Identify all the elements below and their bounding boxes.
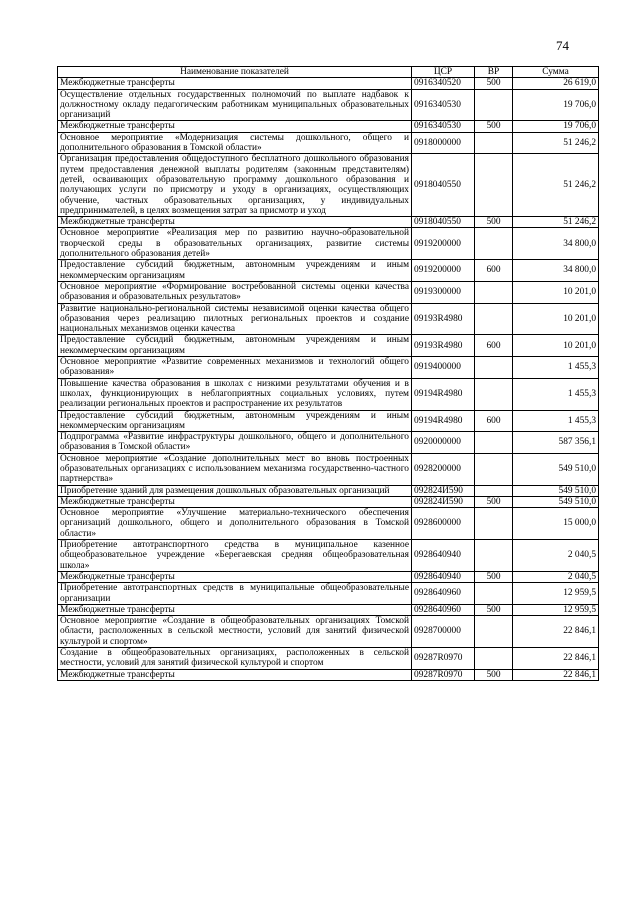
row-csr-cell: 0918040550 bbox=[412, 154, 475, 217]
row-csr-cell: 092824И590 bbox=[412, 496, 475, 507]
table-row bbox=[58, 496, 599, 507]
header-csr: ЦСР bbox=[412, 67, 475, 78]
table-row bbox=[58, 432, 599, 454]
row-vr-cell bbox=[475, 540, 513, 572]
table-row bbox=[58, 154, 599, 217]
row-vr-cell bbox=[475, 508, 513, 540]
table-row bbox=[58, 260, 599, 282]
row-vr-cell: 500 bbox=[475, 496, 513, 507]
table-row bbox=[58, 540, 599, 572]
row-name-cell: Основное мероприятие «Модернизация системы дошкольного, общего и дополнительного образования в Томской области» bbox=[58, 132, 412, 154]
page-number: 74 bbox=[556, 38, 569, 53]
row-name-cell: Межбюджетные трансферты bbox=[58, 669, 412, 680]
row-csr-cell: 09193R4980 bbox=[412, 303, 475, 335]
row-name-cell: Приобретение зданий для размещения дошкольных образовательных организаций bbox=[58, 485, 412, 496]
row-csr-cell: 09194R4980 bbox=[412, 378, 475, 410]
row-name-cell: Осуществление отдельных государственных полномочий по выплате надбавок к должностному окладу педагогическим работникам муниципальных образовательных организаций bbox=[58, 89, 412, 121]
row-csr-cell: 0919200000 bbox=[412, 228, 475, 260]
table-header-row bbox=[58, 67, 599, 78]
row-csr-cell: 0919200000 bbox=[412, 260, 475, 282]
row-csr-cell: 0918000000 bbox=[412, 132, 475, 154]
row-name-cell: Межбюджетные трансферты bbox=[58, 121, 412, 132]
row-name-cell: Предоставление субсидий бюджетным, автономным учреждениям и иным некоммерческим организациям bbox=[58, 260, 412, 282]
row-sum-cell: 22 846,1 bbox=[513, 616, 599, 648]
row-csr-cell: 09287R0970 bbox=[412, 648, 475, 670]
row-sum-cell: 51 246,2 bbox=[513, 132, 599, 154]
row-sum-cell: 15 000,0 bbox=[513, 508, 599, 540]
row-name-cell: Повышение качества образования в школах с низкими результатами обучения и в школах, функционирующих в неблагоприятных социальных условиях, путем реализации региональных проектов и распространение их результатов bbox=[58, 378, 412, 410]
header-vr: ВР bbox=[475, 67, 513, 78]
row-vr-cell: 500 bbox=[475, 604, 513, 615]
row-csr-cell: 09193R4980 bbox=[412, 335, 475, 357]
row-sum-cell: 10 201,0 bbox=[513, 335, 599, 357]
row-csr-cell: 0928700000 bbox=[412, 616, 475, 648]
table-row bbox=[58, 357, 599, 379]
row-csr-cell: 0916340530 bbox=[412, 121, 475, 132]
table-row bbox=[58, 648, 599, 670]
row-name-cell: Предоставление субсидий бюджетным, автономным учреждениям и иным некоммерческим организациям bbox=[58, 335, 412, 357]
row-sum-cell: 34 800,0 bbox=[513, 228, 599, 260]
row-vr-cell bbox=[475, 432, 513, 454]
row-csr-cell: 0928640940 bbox=[412, 540, 475, 572]
row-name-cell: Приобретение автотранспортного средства в муниципальное казенное общеобразовательное учреждение «Берегаевская средняя общеобразовательная школа» bbox=[58, 540, 412, 572]
row-sum-cell: 2 040,5 bbox=[513, 571, 599, 582]
row-name-cell: Основное мероприятие «Улучшение материально-технического обеспечения организаций дошкольного, общего и дополнительного образования в Томской области» bbox=[58, 508, 412, 540]
row-vr-cell bbox=[475, 132, 513, 154]
row-vr-cell: 500 bbox=[475, 217, 513, 228]
row-sum-cell: 19 706,0 bbox=[513, 89, 599, 121]
row-sum-cell: 51 246,2 bbox=[513, 217, 599, 228]
row-name-cell: Организация предоставления общедоступного бесплатного дошкольного образования путем предоставления денежной выплаты родителям (законным представителям) детей, осваивающих образовательную программу дошкольного образования и получающих услуги по присмотру и уходу в организациях, осуществляющих обучение, частных образовательных организациях, у индивидуальных предпринимателей, в целях возмещения затрат за присмотр и уход bbox=[58, 154, 412, 217]
row-vr-cell bbox=[475, 89, 513, 121]
row-vr-cell bbox=[475, 303, 513, 335]
row-name-cell: Основное мероприятие «Создание в общеобразовательных организациях Томской области, расположенных в сельской местности, условий для занятий физической культурой и спортом» bbox=[58, 616, 412, 648]
table-row bbox=[58, 669, 599, 680]
row-sum-cell: 1 455,3 bbox=[513, 410, 599, 432]
row-vr-cell: 600 bbox=[475, 410, 513, 432]
row-csr-cell: 0928600000 bbox=[412, 508, 475, 540]
row-sum-cell: 2 040,5 bbox=[513, 540, 599, 572]
row-name-cell: Межбюджетные трансферты bbox=[58, 604, 412, 615]
header-sum: Сумма bbox=[513, 67, 599, 78]
row-vr-cell bbox=[475, 616, 513, 648]
row-vr-cell bbox=[475, 281, 513, 303]
row-vr-cell bbox=[475, 453, 513, 485]
row-sum-cell: 51 246,2 bbox=[513, 154, 599, 217]
table-row bbox=[58, 303, 599, 335]
table-row bbox=[58, 281, 599, 303]
row-sum-cell: 1 455,3 bbox=[513, 378, 599, 410]
row-sum-cell: 549 510,0 bbox=[513, 485, 599, 496]
header-name: Наименование показателей bbox=[58, 67, 412, 78]
row-csr-cell: 0919300000 bbox=[412, 281, 475, 303]
row-csr-cell: 0919400000 bbox=[412, 357, 475, 379]
table-body bbox=[58, 78, 599, 681]
table-row bbox=[58, 335, 599, 357]
table-row bbox=[58, 132, 599, 154]
table-row bbox=[58, 378, 599, 410]
row-sum-cell: 10 201,0 bbox=[513, 281, 599, 303]
table-row bbox=[58, 217, 599, 228]
row-vr-cell bbox=[475, 357, 513, 379]
table-row bbox=[58, 485, 599, 496]
row-name-cell: Межбюджетные трансферты bbox=[58, 496, 412, 507]
table-row bbox=[58, 121, 599, 132]
table-row bbox=[58, 453, 599, 485]
row-sum-cell: 34 800,0 bbox=[513, 260, 599, 282]
row-vr-cell: 500 bbox=[475, 571, 513, 582]
table-row bbox=[58, 89, 599, 121]
row-csr-cell: 0916340530 bbox=[412, 89, 475, 121]
row-sum-cell: 10 201,0 bbox=[513, 303, 599, 335]
row-sum-cell: 1 455,3 bbox=[513, 357, 599, 379]
table-row bbox=[58, 616, 599, 648]
row-csr-cell: 0916340520 bbox=[412, 78, 475, 89]
row-vr-cell bbox=[475, 583, 513, 605]
row-csr-cell: 0918040550 bbox=[412, 217, 475, 228]
table-row bbox=[58, 228, 599, 260]
budget-table bbox=[57, 66, 599, 681]
row-sum-cell: 587 356,1 bbox=[513, 432, 599, 454]
row-vr-cell bbox=[475, 485, 513, 496]
table-row bbox=[58, 571, 599, 582]
row-csr-cell: 0928640960 bbox=[412, 604, 475, 615]
row-vr-cell: 600 bbox=[475, 260, 513, 282]
row-name-cell: Межбюджетные трансферты bbox=[58, 571, 412, 582]
row-csr-cell: 0928200000 bbox=[412, 453, 475, 485]
table-row bbox=[58, 604, 599, 615]
row-sum-cell: 22 846,1 bbox=[513, 648, 599, 670]
row-sum-cell: 19 706,0 bbox=[513, 121, 599, 132]
table-row bbox=[58, 410, 599, 432]
row-sum-cell: 549 510,0 bbox=[513, 453, 599, 485]
row-name-cell: Создание в общеобразовательных организациях, расположенных в сельской местности, условий для занятий физической культурой и спортом bbox=[58, 648, 412, 670]
row-name-cell: Основное мероприятие «Реализация мер по развитию научно-образовательной творческой среды в образовательных организациях, развитие системы дополнительного образования детей» bbox=[58, 228, 412, 260]
row-name-cell: Основное мероприятие «Формирование востребованной системы оценки качества образования и образовательных результатов» bbox=[58, 281, 412, 303]
row-vr-cell bbox=[475, 154, 513, 217]
row-csr-cell: 09287R0970 bbox=[412, 669, 475, 680]
row-vr-cell: 500 bbox=[475, 78, 513, 89]
row-sum-cell: 549 510,0 bbox=[513, 496, 599, 507]
table-row bbox=[58, 78, 599, 89]
row-vr-cell: 600 bbox=[475, 335, 513, 357]
row-csr-cell: 0928640940 bbox=[412, 571, 475, 582]
row-sum-cell: 26 619,0 bbox=[513, 78, 599, 89]
row-csr-cell: 0920000000 bbox=[412, 432, 475, 454]
row-name-cell: Межбюджетные трансферты bbox=[58, 78, 412, 89]
table-row bbox=[58, 583, 599, 605]
row-csr-cell: 09194R4980 bbox=[412, 410, 475, 432]
row-sum-cell: 22 846,1 bbox=[513, 669, 599, 680]
row-vr-cell bbox=[475, 228, 513, 260]
row-csr-cell: 0928640960 bbox=[412, 583, 475, 605]
row-vr-cell bbox=[475, 378, 513, 410]
row-name-cell: Подпрограмма «Развитие инфраструктуры дошкольного, общего и дополнительного образования в Томской области» bbox=[58, 432, 412, 454]
row-name-cell: Развитие национально-региональной системы независимой оценки качества общего образования через реализацию пилотных региональных проектов и создание национальных механизмов оценки качества bbox=[58, 303, 412, 335]
row-vr-cell: 500 bbox=[475, 669, 513, 680]
row-name-cell: Межбюджетные трансферты bbox=[58, 217, 412, 228]
row-sum-cell: 12 959,5 bbox=[513, 583, 599, 605]
row-name-cell: Основное мероприятие «Создание дополнительных мест во вновь построенных образовательных организациях с использованием механизма государственно-частного партнерства» bbox=[58, 453, 412, 485]
row-name-cell: Приобретение автотранспортных средств в муниципальные общеобразовательные организации bbox=[58, 583, 412, 605]
row-vr-cell bbox=[475, 648, 513, 670]
row-vr-cell: 500 bbox=[475, 121, 513, 132]
row-sum-cell: 12 959,5 bbox=[513, 604, 599, 615]
row-name-cell: Предоставление субсидий бюджетным, автономным учреждениям и иным некоммерческим организациям bbox=[58, 410, 412, 432]
row-csr-cell: 092824И590 bbox=[412, 485, 475, 496]
row-name-cell: Основное мероприятие «Развитие современных механизмов и технологий общего образования» bbox=[58, 357, 412, 379]
table-row bbox=[58, 508, 599, 540]
